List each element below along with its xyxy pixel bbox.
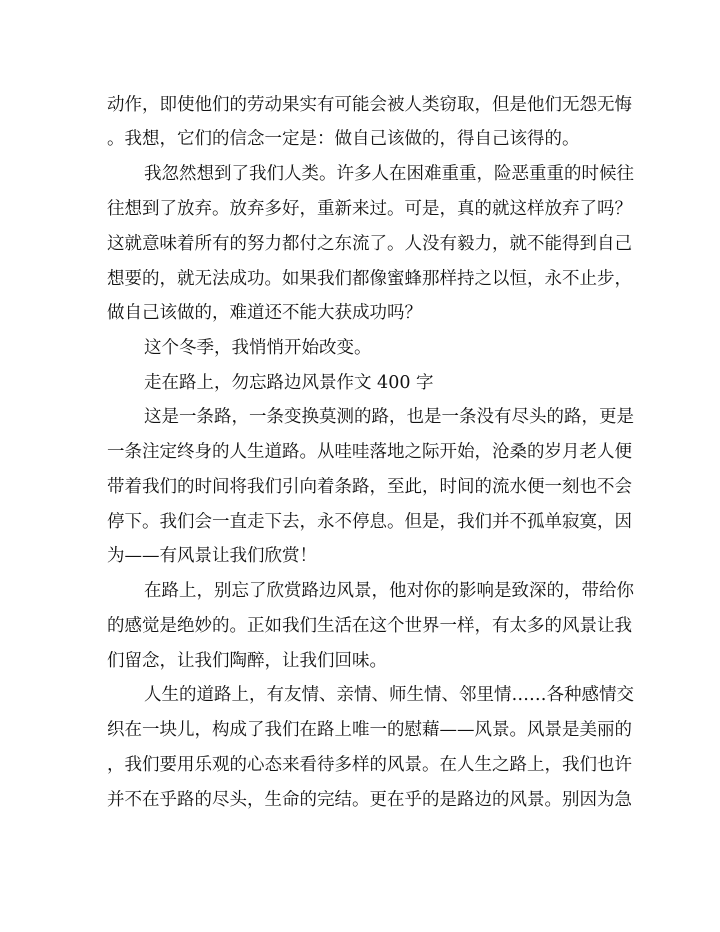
text-line: 这个冬季，我悄悄开始改变。 (144, 338, 372, 358)
text-line: 这是一条路，一条变换莫测的路，也是一条没有尽头的路，更是 (144, 407, 634, 427)
text-line: 带着我们的时间将我们引向着条路，至此，时间的流水便一刻也不会 (107, 477, 632, 497)
text-line: ，我们要用乐观的心态来看待多样的风景。在人生之路上，我们也许 (107, 755, 632, 775)
text-line: 并不在乎路的尽头，生命的完结。更在乎的是路边的风景。别因为急 (107, 790, 632, 810)
text-line: 这就意味着所有的努力都付之东流了。人没有毅力，就不能得到自己 (107, 234, 632, 254)
text-line: 想要的，就无法成功。如果我们都像蜜蜂那样持之以恒，永不止步， (107, 269, 632, 289)
text-line: 在路上，别忘了欣赏路边风景，他对你的影响是致深的，带给你 (144, 581, 634, 601)
text-line: 我忽然想到了我们人类。许多人在困难重重，险恶重重的时候往 (144, 164, 634, 184)
text-line: 。我想，它们的信念一定是：做自己该做的，得自己该得的。 (107, 129, 580, 149)
text-line: 往想到了放弃。放弃多好，重新来过。可是，真的就这样放弃了吗？ (107, 199, 632, 219)
text-line: 织在一块儿，构成了我们在路上唯一的慰藉——风景。风景是美丽的 (107, 720, 632, 740)
text-line: 做自己该做的，难道还不能大获成功吗？ (107, 303, 422, 323)
text-line: 一条注定终身的人生道路。从哇哇落地之际开始，沧桑的岁月老人便 (107, 442, 632, 462)
text-line: 动作，即使他们的劳动果实有可能会被人类窃取，但是他们无怨无悔 (107, 95, 632, 115)
text-line: 为——有风景让我们欣赏！ (107, 546, 317, 566)
text-line: 走在路上，勿忘路边风景作文 400 字 (144, 373, 434, 393)
text-line: 的感觉是绝妙的。正如我们生活在这个世界一样，有太多的风景让我 (107, 616, 632, 636)
text-line: 人生的道路上，有友情、亲情、师生情、邻里情……各种感情交 (144, 685, 634, 705)
text-line: 停下。我们会一直走下去，永不停息。但是，我们并不孤单寂寞，因 (107, 512, 632, 532)
text-line: 们留念，让我们陶醉，让我们回味。 (107, 651, 387, 671)
